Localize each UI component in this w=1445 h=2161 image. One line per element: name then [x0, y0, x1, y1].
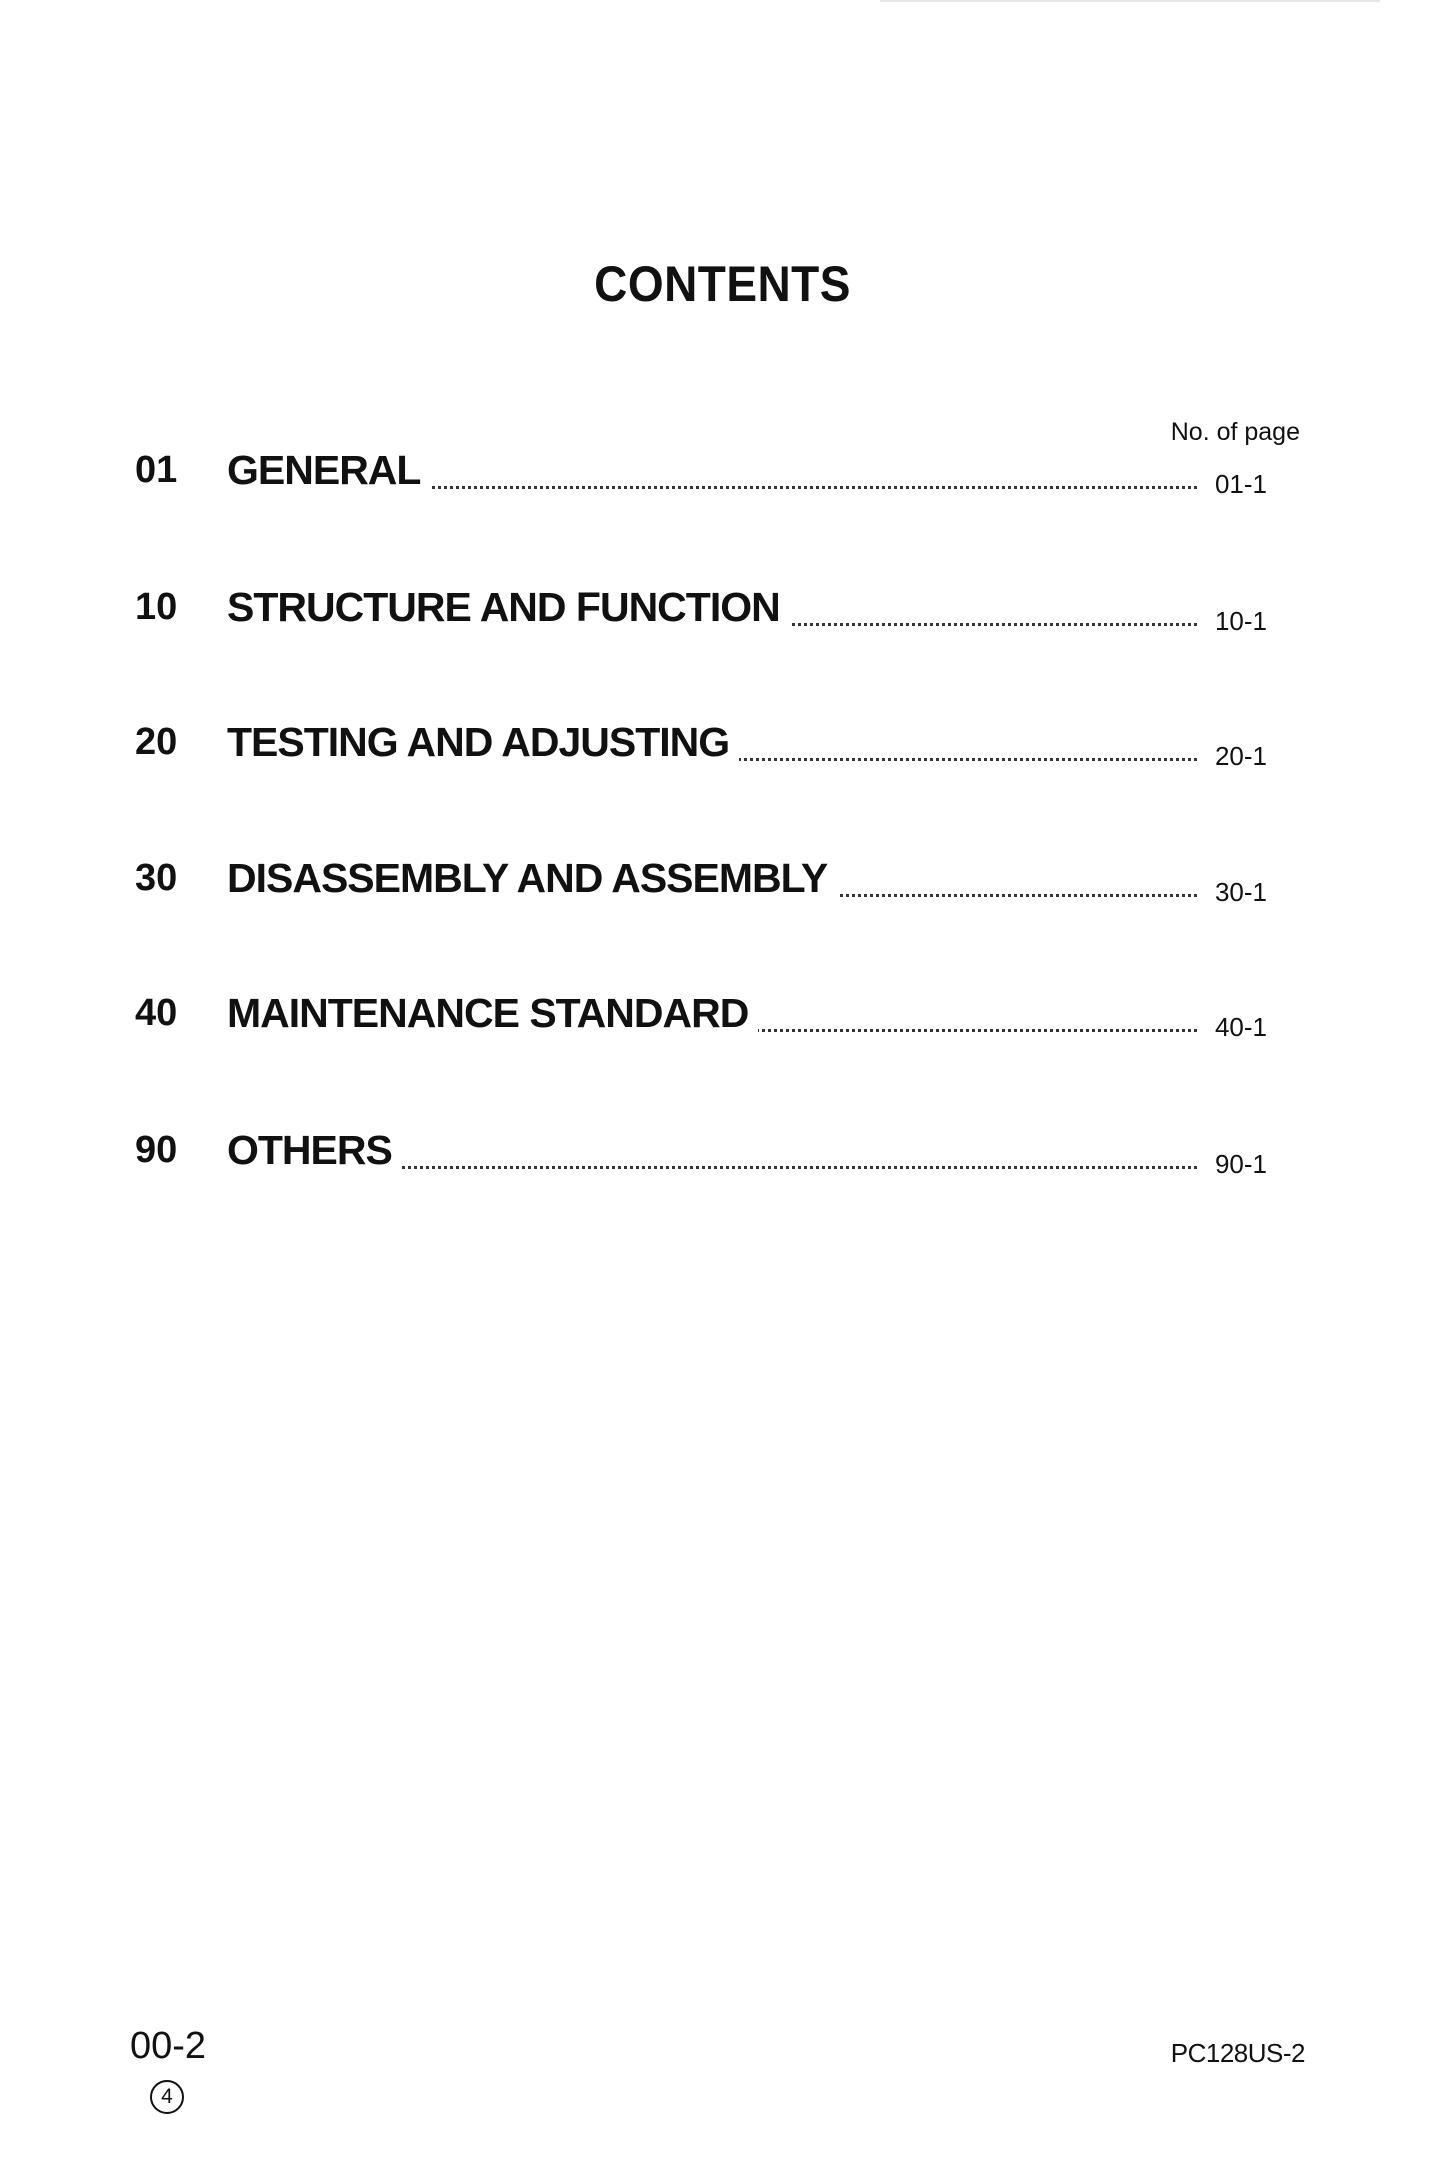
toc-entry-label: OTHERS [227, 1127, 402, 1174]
toc-entry-testing-and-adjusting[interactable] [135, 712, 1267, 772]
toc-entry-label: DISASSEMBLY AND ASSEMBLY [227, 855, 837, 902]
toc-entry-page: 20-1 [1214, 741, 1267, 771]
toc-entry-number: 30 [135, 857, 178, 899]
toc-entry-page: 30-1 [1214, 877, 1267, 907]
toc-entry-general[interactable] [135, 440, 1267, 500]
toc-entry-label: GENERAL [227, 447, 430, 494]
footer-model-code: PC128US-2 [1170, 2038, 1305, 2068]
toc-entry-disassembly-and-assembly[interactable] [135, 848, 1267, 908]
toc-entry-label: TESTING AND ADJUSTING [227, 719, 739, 766]
toc-entry-number: 10 [135, 586, 178, 628]
toc-entry-page: 01-1 [1214, 469, 1267, 499]
footer-page-number: 00-2 [130, 2025, 207, 2067]
page-number-column-header: No. of page [1170, 418, 1300, 446]
toc-entry-maintenance-standard[interactable] [135, 983, 1267, 1043]
toc-entry-label: MAINTENANCE STANDARD [227, 990, 758, 1037]
toc-entry-number: 01 [135, 449, 178, 491]
toc-entry-label: STRUCTURE AND FUNCTION [227, 584, 790, 631]
toc-entry-others[interactable] [135, 1120, 1267, 1180]
scan-edge-mark [880, 0, 1380, 2]
toc-entry-page: 90-1 [1214, 1149, 1267, 1179]
toc-entry-number: 20 [135, 721, 178, 763]
page-title: CONTENTS [594, 256, 851, 312]
toc-entry-page: 40-1 [1214, 1012, 1267, 1042]
toc-entry-structure-and-function[interactable] [135, 577, 1267, 637]
toc-entry-number: 90 [135, 1129, 178, 1171]
toc-entry-number: 40 [135, 992, 178, 1034]
toc-entry-page: 10-1 [1214, 606, 1267, 636]
revision-mark: 4 [150, 2080, 184, 2114]
